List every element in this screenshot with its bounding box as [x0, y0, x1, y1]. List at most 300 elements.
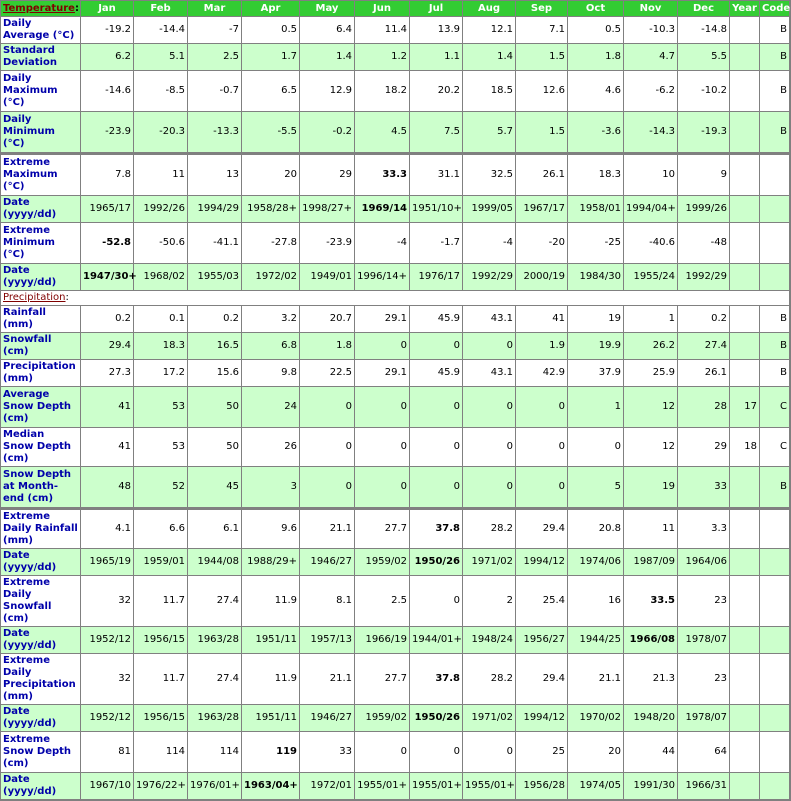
- value-cell: 0: [300, 467, 355, 508]
- value-cell: 27.3: [81, 360, 134, 387]
- row-label: Date (yyyy/dd): [1, 773, 81, 800]
- month-header: Feb: [134, 1, 188, 17]
- value-cell: 1971/02: [463, 705, 516, 732]
- value-cell: 1998/27+: [300, 196, 355, 223]
- year-cell: 17: [730, 387, 760, 428]
- value-cell: 119: [242, 732, 300, 773]
- code-cell: [760, 264, 790, 291]
- value-cell: 0: [355, 333, 410, 360]
- value-cell: 64: [678, 732, 730, 773]
- value-cell: 0: [410, 387, 463, 428]
- data-row: [1, 196, 790, 223]
- row-label: Average Snow Depth (cm): [1, 387, 81, 428]
- temperature-label: Temperature: [3, 2, 75, 14]
- code-cell: B: [760, 112, 790, 153]
- row-label: Extreme Maximum (°C): [1, 153, 81, 196]
- value-cell: 20.2: [410, 71, 463, 112]
- value-cell: 32.5: [463, 153, 516, 196]
- value-cell: 1944/25: [568, 627, 624, 654]
- value-cell: 0.5: [242, 17, 300, 44]
- value-cell: 37.8: [410, 654, 463, 705]
- value-cell: 1992/29: [463, 264, 516, 291]
- value-cell: 1976/22+: [134, 773, 188, 800]
- value-cell: -41.1: [188, 223, 242, 264]
- code-cell: B: [760, 306, 790, 333]
- data-row: [1, 576, 790, 627]
- row-label: Precipitation (mm): [1, 360, 81, 387]
- value-cell: 2: [463, 576, 516, 627]
- code-cell: [760, 549, 790, 576]
- value-cell: 1.5: [516, 112, 568, 153]
- value-cell: 1958/28+: [242, 196, 300, 223]
- value-cell: 11.9: [242, 576, 300, 627]
- value-cell: 29.4: [516, 508, 568, 549]
- value-cell: 0.5: [568, 17, 624, 44]
- value-cell: 1956/15: [134, 627, 188, 654]
- value-cell: -14.3: [624, 112, 678, 153]
- value-cell: 0: [410, 428, 463, 467]
- value-cell: 19.9: [568, 333, 624, 360]
- value-cell: 1950/26: [410, 549, 463, 576]
- temperature-section-header: Temperature:: [1, 1, 81, 17]
- value-cell: -20: [516, 223, 568, 264]
- value-cell: 1: [624, 306, 678, 333]
- value-cell: 1956/28: [516, 773, 568, 800]
- row-label: Date (yyyy/dd): [1, 549, 81, 576]
- value-cell: 48: [81, 467, 134, 508]
- value-cell: 50: [188, 428, 242, 467]
- value-cell: 1955/01+: [410, 773, 463, 800]
- value-cell: 21.3: [624, 654, 678, 705]
- value-cell: 9: [678, 153, 730, 196]
- header-row: [1, 1, 790, 17]
- data-row: [1, 264, 790, 291]
- value-cell: 33: [300, 732, 355, 773]
- value-cell: 17.2: [134, 360, 188, 387]
- value-cell: 26.2: [624, 333, 678, 360]
- code-cell: [760, 223, 790, 264]
- value-cell: 1970/02: [568, 705, 624, 732]
- value-cell: 1.8: [568, 44, 624, 71]
- value-cell: 3: [242, 467, 300, 508]
- value-cell: 1944/01+: [410, 627, 463, 654]
- value-cell: 1955/01+: [463, 773, 516, 800]
- value-cell: 13: [188, 153, 242, 196]
- value-cell: 2.5: [355, 576, 410, 627]
- value-cell: 1992/29: [678, 264, 730, 291]
- value-cell: 1.9: [516, 333, 568, 360]
- row-label: Standard Deviation: [1, 44, 81, 71]
- value-cell: 33: [678, 467, 730, 508]
- value-cell: 32: [81, 576, 134, 627]
- value-cell: 1946/27: [300, 549, 355, 576]
- value-cell: 27.4: [188, 654, 242, 705]
- value-cell: 1957/13: [300, 627, 355, 654]
- value-cell: 6.8: [242, 333, 300, 360]
- data-row: [1, 387, 790, 428]
- value-cell: 27.4: [678, 333, 730, 360]
- value-cell: 0: [463, 732, 516, 773]
- value-cell: 3.2: [242, 306, 300, 333]
- value-cell: 1955/03: [188, 264, 242, 291]
- value-cell: 29: [678, 428, 730, 467]
- value-cell: 1.1: [410, 44, 463, 71]
- row-label: Date (yyyy/dd): [1, 627, 81, 654]
- row-label: Extreme Daily Precipitation (mm): [1, 654, 81, 705]
- value-cell: 1972/02: [242, 264, 300, 291]
- value-cell: 43.1: [463, 360, 516, 387]
- data-row: [1, 549, 790, 576]
- value-cell: -14.6: [81, 71, 134, 112]
- value-cell: 0: [355, 387, 410, 428]
- value-cell: -14.4: [134, 17, 188, 44]
- value-cell: 45.9: [410, 306, 463, 333]
- value-cell: -23.9: [300, 223, 355, 264]
- value-cell: 21.1: [568, 654, 624, 705]
- value-cell: 11.4: [355, 17, 410, 44]
- value-cell: 0: [410, 576, 463, 627]
- value-cell: 1972/01: [300, 773, 355, 800]
- value-cell: 9.8: [242, 360, 300, 387]
- value-cell: 1948/24: [463, 627, 516, 654]
- value-cell: 0: [410, 732, 463, 773]
- code-cell: B: [760, 17, 790, 44]
- row-label: Date (yyyy/dd): [1, 705, 81, 732]
- value-cell: 0: [463, 333, 516, 360]
- year-cell: [730, 773, 760, 800]
- code-cell: B: [760, 467, 790, 508]
- value-cell: 0: [516, 387, 568, 428]
- year-cell: [730, 333, 760, 360]
- value-cell: 1966/19: [355, 627, 410, 654]
- value-cell: 20.8: [568, 508, 624, 549]
- value-cell: 1.7: [242, 44, 300, 71]
- month-header: Jul: [410, 1, 463, 17]
- data-row: [1, 705, 790, 732]
- month-header: Jan: [81, 1, 134, 17]
- value-cell: 45: [188, 467, 242, 508]
- code-cell: [760, 773, 790, 800]
- value-cell: 1.4: [300, 44, 355, 71]
- row-label: Daily Maximum (°C): [1, 71, 81, 112]
- value-cell: 81: [81, 732, 134, 773]
- value-cell: 29.4: [81, 333, 134, 360]
- year-cell: [730, 196, 760, 223]
- value-cell: 37.8: [410, 508, 463, 549]
- row-label: Extreme Minimum (°C): [1, 223, 81, 264]
- value-cell: -0.7: [188, 71, 242, 112]
- value-cell: 1951/11: [242, 705, 300, 732]
- value-cell: 5: [568, 467, 624, 508]
- value-cell: 1965/19: [81, 549, 134, 576]
- value-cell: 25.9: [624, 360, 678, 387]
- data-row: [1, 17, 790, 44]
- value-cell: 4.1: [81, 508, 134, 549]
- data-row: [1, 71, 790, 112]
- value-cell: 1.8: [300, 333, 355, 360]
- value-cell: 45.9: [410, 360, 463, 387]
- value-cell: 32: [81, 654, 134, 705]
- year-cell: [730, 223, 760, 264]
- value-cell: 20: [242, 153, 300, 196]
- value-cell: 1: [568, 387, 624, 428]
- value-cell: 31.1: [410, 153, 463, 196]
- data-row: [1, 44, 790, 71]
- value-cell: 0.1: [134, 306, 188, 333]
- value-cell: 18.3: [134, 333, 188, 360]
- code-cell: [760, 654, 790, 705]
- value-cell: 16: [568, 576, 624, 627]
- value-cell: 1976/01+: [188, 773, 242, 800]
- value-cell: -5.5: [242, 112, 300, 153]
- value-cell: 6.5: [242, 71, 300, 112]
- row-label: Extreme Daily Rainfall (mm): [1, 508, 81, 549]
- value-cell: 1994/12: [516, 705, 568, 732]
- value-cell: -10.2: [678, 71, 730, 112]
- row-label: Snowfall (cm): [1, 333, 81, 360]
- value-cell: 0: [355, 428, 410, 467]
- value-cell: 9.6: [242, 508, 300, 549]
- value-cell: 1996/14+: [355, 264, 410, 291]
- value-cell: -23.9: [81, 112, 134, 153]
- code-cell: C: [760, 428, 790, 467]
- value-cell: 28: [678, 387, 730, 428]
- value-cell: 6.1: [188, 508, 242, 549]
- value-cell: 0: [516, 467, 568, 508]
- value-cell: 4.5: [355, 112, 410, 153]
- value-cell: 12: [624, 428, 678, 467]
- value-cell: 0.2: [81, 306, 134, 333]
- value-cell: 23: [678, 654, 730, 705]
- value-cell: -13.3: [188, 112, 242, 153]
- value-cell: 1959/02: [355, 549, 410, 576]
- value-cell: 26.1: [516, 153, 568, 196]
- value-cell: 1966/31: [678, 773, 730, 800]
- row-label: Median Snow Depth (cm): [1, 428, 81, 467]
- year-cell: [730, 732, 760, 773]
- row-label: Rainfall (mm): [1, 306, 81, 333]
- value-cell: -50.6: [134, 223, 188, 264]
- value-cell: 0.2: [678, 306, 730, 333]
- row-label: Date (yyyy/dd): [1, 196, 81, 223]
- value-cell: 11: [134, 153, 188, 196]
- value-cell: 33.3: [355, 153, 410, 196]
- year-cell: [730, 112, 760, 153]
- value-cell: 29.4: [516, 654, 568, 705]
- value-cell: 1.4: [463, 44, 516, 71]
- value-cell: 1999/05: [463, 196, 516, 223]
- value-cell: 27.4: [188, 576, 242, 627]
- precipitation-section-header: Precipitation:: [1, 291, 790, 306]
- value-cell: 0: [300, 387, 355, 428]
- value-cell: 50: [188, 387, 242, 428]
- value-cell: 25: [516, 732, 568, 773]
- row-label: Date (yyyy/dd): [1, 264, 81, 291]
- precipitation-section-row: [1, 291, 790, 306]
- value-cell: -25: [568, 223, 624, 264]
- value-cell: 28.2: [463, 508, 516, 549]
- month-header: Jun: [355, 1, 410, 17]
- value-cell: -6.2: [624, 71, 678, 112]
- value-cell: 1999/26: [678, 196, 730, 223]
- row-label: Daily Average (°C): [1, 17, 81, 44]
- value-cell: 1958/01: [568, 196, 624, 223]
- year-cell: [730, 654, 760, 705]
- value-cell: 28.2: [463, 654, 516, 705]
- value-cell: 1967/17: [516, 196, 568, 223]
- code-cell: [760, 153, 790, 196]
- year-cell: [730, 576, 760, 627]
- month-header: Nov: [624, 1, 678, 17]
- value-cell: 1944/08: [188, 549, 242, 576]
- value-cell: 22.5: [300, 360, 355, 387]
- row-label: Extreme Daily Snowfall (cm): [1, 576, 81, 627]
- value-cell: -4: [463, 223, 516, 264]
- value-cell: -0.2: [300, 112, 355, 153]
- value-cell: 1956/27: [516, 627, 568, 654]
- value-cell: -1.7: [410, 223, 463, 264]
- value-cell: 5.1: [134, 44, 188, 71]
- value-cell: 1950/26: [410, 705, 463, 732]
- value-cell: -4: [355, 223, 410, 264]
- value-cell: 1987/09: [624, 549, 678, 576]
- value-cell: 29.1: [355, 360, 410, 387]
- value-cell: 16.5: [188, 333, 242, 360]
- value-cell: 12.1: [463, 17, 516, 44]
- data-row: [1, 153, 790, 196]
- data-row: [1, 467, 790, 508]
- year-cell: [730, 627, 760, 654]
- value-cell: 1994/12: [516, 549, 568, 576]
- code-cell: [760, 705, 790, 732]
- value-cell: 1963/04+: [242, 773, 300, 800]
- value-cell: 11: [624, 508, 678, 549]
- value-cell: 1949/01: [300, 264, 355, 291]
- value-cell: 41: [81, 387, 134, 428]
- value-cell: 4.6: [568, 71, 624, 112]
- value-cell: 7.1: [516, 17, 568, 44]
- value-cell: 0: [410, 467, 463, 508]
- row-label: Extreme Snow Depth (cm): [1, 732, 81, 773]
- value-cell: 1971/02: [463, 549, 516, 576]
- value-cell: 0: [463, 387, 516, 428]
- value-cell: 1968/02: [134, 264, 188, 291]
- code-cell: B: [760, 44, 790, 71]
- value-cell: 27.7: [355, 508, 410, 549]
- value-cell: 43.1: [463, 306, 516, 333]
- year-cell: [730, 44, 760, 71]
- value-cell: 6.6: [134, 508, 188, 549]
- value-cell: 1991/30: [624, 773, 678, 800]
- year-cell: [730, 705, 760, 732]
- value-cell: 33.5: [624, 576, 678, 627]
- value-cell: 19: [568, 306, 624, 333]
- value-cell: 2.5: [188, 44, 242, 71]
- value-cell: 29: [300, 153, 355, 196]
- month-header: Oct: [568, 1, 624, 17]
- value-cell: -19.2: [81, 17, 134, 44]
- value-cell: 1959/01: [134, 549, 188, 576]
- month-header: Aug: [463, 1, 516, 17]
- year-cell: 18: [730, 428, 760, 467]
- value-cell: 20.7: [300, 306, 355, 333]
- value-cell: 1948/20: [624, 705, 678, 732]
- value-cell: 53: [134, 428, 188, 467]
- code-cell: [760, 576, 790, 627]
- value-cell: 1952/12: [81, 705, 134, 732]
- data-row: [1, 360, 790, 387]
- value-cell: 11.9: [242, 654, 300, 705]
- value-cell: 44: [624, 732, 678, 773]
- value-cell: 114: [188, 732, 242, 773]
- code-cell: [760, 627, 790, 654]
- value-cell: 27.7: [355, 654, 410, 705]
- value-cell: 1967/10: [81, 773, 134, 800]
- month-header: Sep: [516, 1, 568, 17]
- code-cell: B: [760, 360, 790, 387]
- value-cell: 26.1: [678, 360, 730, 387]
- value-cell: 12.6: [516, 71, 568, 112]
- month-header: May: [300, 1, 355, 17]
- code-cell: [760, 508, 790, 549]
- code-cell: B: [760, 71, 790, 112]
- value-cell: 1994/29: [188, 196, 242, 223]
- value-cell: 1966/08: [624, 627, 678, 654]
- value-cell: 0: [516, 428, 568, 467]
- data-row: [1, 306, 790, 333]
- year-cell: [730, 508, 760, 549]
- value-cell: 1974/05: [568, 773, 624, 800]
- value-cell: 1956/15: [134, 705, 188, 732]
- value-cell: 25.4: [516, 576, 568, 627]
- year-cell: [730, 264, 760, 291]
- value-cell: 1946/27: [300, 705, 355, 732]
- year-cell: [730, 360, 760, 387]
- value-cell: 0.2: [188, 306, 242, 333]
- value-cell: 8.1: [300, 576, 355, 627]
- value-cell: 1969/14: [355, 196, 410, 223]
- value-cell: 6.4: [300, 17, 355, 44]
- value-cell: 1955/01+: [355, 773, 410, 800]
- data-row: [1, 654, 790, 705]
- value-cell: 42.9: [516, 360, 568, 387]
- data-row: [1, 627, 790, 654]
- value-cell: 5.7: [463, 112, 516, 153]
- code-cell: [760, 732, 790, 773]
- value-cell: 1963/28: [188, 705, 242, 732]
- row-label: Snow Depth at Month-end (cm): [1, 467, 81, 508]
- year-cell: [730, 17, 760, 44]
- value-cell: 1978/07: [678, 705, 730, 732]
- value-cell: 1947/30+: [81, 264, 134, 291]
- value-cell: 12: [624, 387, 678, 428]
- year-cell: [730, 549, 760, 576]
- value-cell: 29.1: [355, 306, 410, 333]
- value-cell: 41: [81, 428, 134, 467]
- value-cell: 1963/28: [188, 627, 242, 654]
- value-cell: 1974/06: [568, 549, 624, 576]
- value-cell: 18.5: [463, 71, 516, 112]
- code-cell: [760, 196, 790, 223]
- data-row: [1, 773, 790, 800]
- value-cell: 26: [242, 428, 300, 467]
- value-cell: 7.5: [410, 112, 463, 153]
- year-cell: [730, 306, 760, 333]
- year-cell: [730, 153, 760, 196]
- value-cell: 3.3: [678, 508, 730, 549]
- value-cell: 0: [568, 428, 624, 467]
- data-row: [1, 333, 790, 360]
